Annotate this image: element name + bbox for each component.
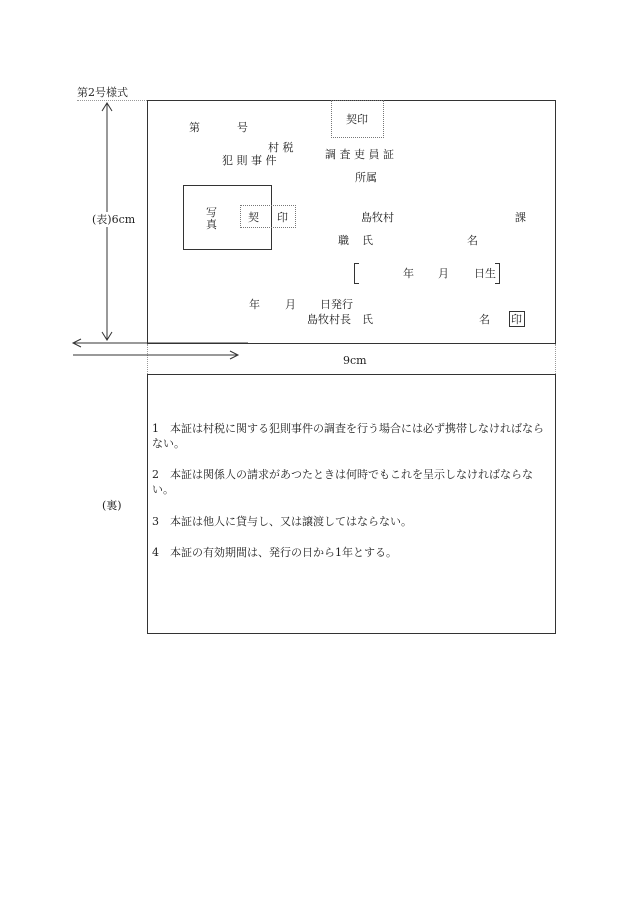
issue-day: 日発行 <box>320 298 353 311</box>
back-card <box>147 374 556 634</box>
photo-label-2: 真 <box>206 218 217 231</box>
title-small-top: 村 税 <box>268 141 294 154</box>
note-2: 2 本証は関係人の請求があつたときは何時でもこれを呈示しなければならない。 <box>152 468 533 496</box>
width-dimension-arrow <box>70 335 250 363</box>
ka-label: 課 <box>515 211 526 224</box>
shi-label: 氏 <box>362 234 373 247</box>
issue-year: 年 <box>249 298 260 311</box>
seal-top-label: 契印 <box>346 113 368 126</box>
mayor-seal: 印 <box>511 313 522 326</box>
mayor-name-label: 名 <box>479 313 490 326</box>
village-label: 島牧村 <box>361 211 394 224</box>
shoku-label: 職 <box>338 234 349 247</box>
form-label: 第2号様式 <box>77 86 128 99</box>
title-small-bottom: 犯 則 事 件 <box>222 154 277 167</box>
birth-month: 月 <box>438 267 449 280</box>
width-guide-right <box>555 344 556 374</box>
bracket-right <box>495 263 500 284</box>
mayor-label: 島牧村長 氏 <box>307 313 373 326</box>
affiliation-label: 所属 <box>355 171 377 184</box>
mei-label: 名 <box>467 234 478 247</box>
note-4: 4 本証の有効期間は、発行の日から1年とする。 <box>152 546 397 559</box>
photo-label-1: 写 <box>206 206 217 219</box>
number-go: 号 <box>237 121 248 134</box>
kei-label: 契 <box>248 211 259 224</box>
width-label: 9cm <box>343 354 367 367</box>
note-1: 1 本証は村税に関する犯則事件の調査を行う場合には必ず携帯しなければならない。 <box>152 422 544 450</box>
number-dai: 第 <box>189 121 200 134</box>
back-side-label: (裏) <box>102 499 122 512</box>
in-label: 印 <box>277 211 288 224</box>
bracket-left <box>354 263 359 284</box>
issue-month: 月 <box>285 298 296 311</box>
birth-year: 年 <box>403 267 414 280</box>
card-title: 調 査 吏 員 証 <box>325 148 394 161</box>
front-side-label: (表)6cm <box>92 213 136 226</box>
note-3: 3 本証は他人に貸与し、又は譲渡してはならない。 <box>152 515 412 528</box>
birth-day: 日生 <box>474 267 496 280</box>
